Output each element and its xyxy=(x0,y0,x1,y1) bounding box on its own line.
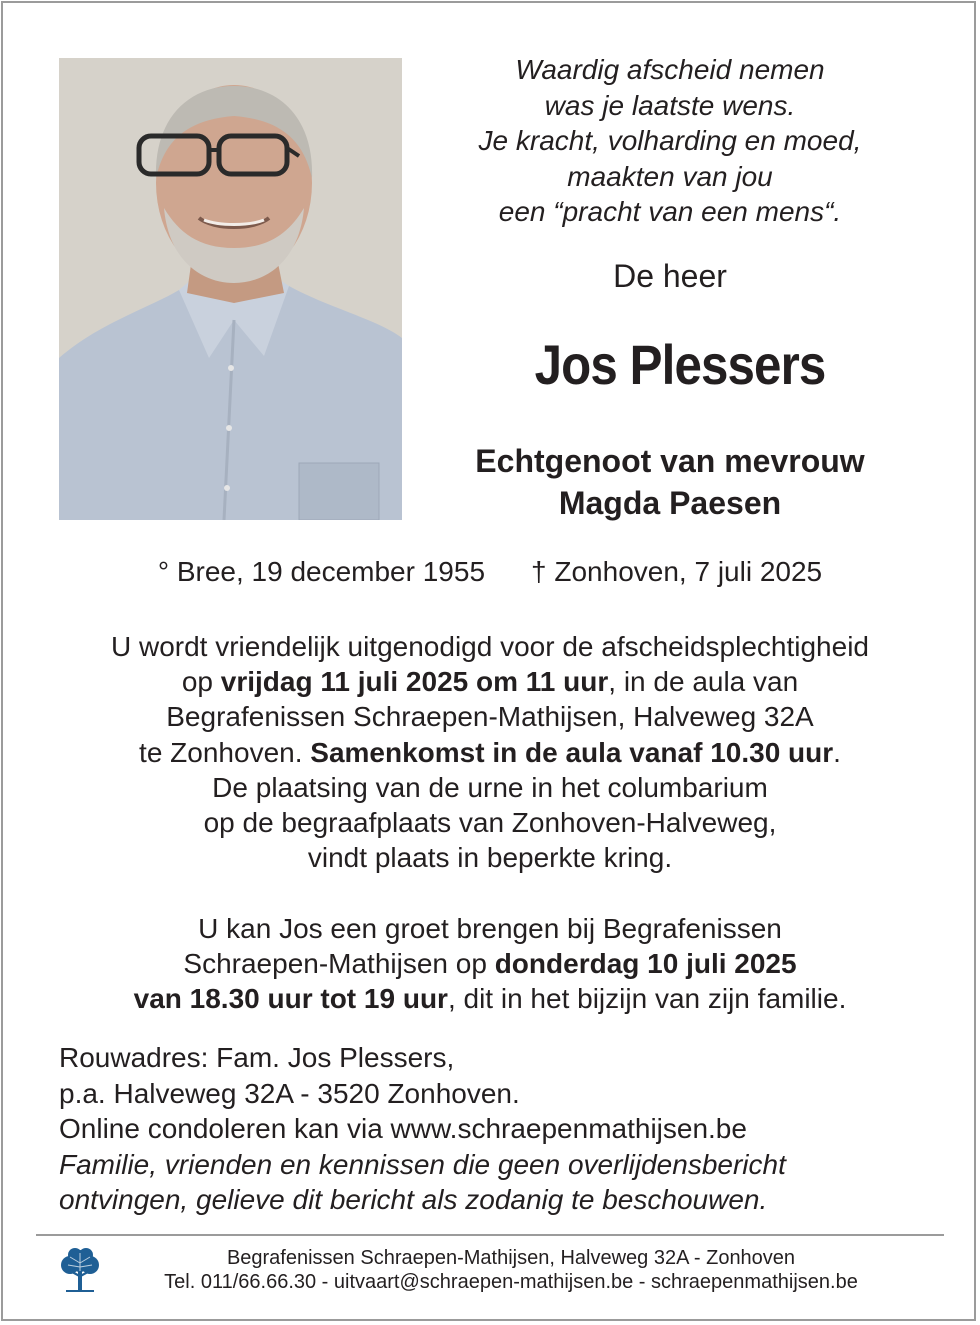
footer-address: Begrafenissen Schraepen-Mathijsen, Halveweg 32A - Zonhoven xyxy=(226,1247,796,1269)
mourning-address-label: Rouwadres: Fam. Jos Plessers, xyxy=(59,1042,455,1073)
contact-info xyxy=(59,1040,959,1218)
spouse-info xyxy=(420,440,920,524)
death-date: † Zonhoven, 7 juli 2025 xyxy=(531,556,823,587)
text-line xyxy=(0,981,980,1016)
ceremony-datetime: vrijdag 11 juli 2025 om 11 uur xyxy=(220,666,609,698)
text-span: . xyxy=(833,736,841,768)
visitation-paragraph xyxy=(0,911,980,1017)
text-line: Begrafenissen Schraepen-Mathijsen, Halveweg 32A xyxy=(166,701,814,733)
spouse-line: Echtgenoot van mevrouw xyxy=(475,443,865,479)
text-line xyxy=(0,946,980,981)
visitation-date: donderdag 10 juli 2025 xyxy=(494,948,797,980)
poem-line: maakten van jou xyxy=(567,160,773,192)
portrait-photo xyxy=(59,58,402,520)
text-line: vindt plaats in beperkte kring. xyxy=(307,842,673,874)
birth-date: ° Bree, 19 december 1955 xyxy=(157,556,486,587)
notice-disclaimer: Familie, vrienden en kennissen die geen overlijdensbericht xyxy=(59,1148,786,1180)
text-line xyxy=(0,735,980,770)
text-line: op de begraafplaats van Zonhoven-Halveweg, xyxy=(203,807,777,839)
deceased-name: Jos Plessers xyxy=(534,333,826,396)
poem-line: Waardig afscheid nemen xyxy=(515,54,825,85)
memorial-poem xyxy=(430,52,910,230)
text-line: U kan Jos een groet brengen bij Begrafenissen xyxy=(198,913,782,944)
text-span: , in de aula van xyxy=(608,666,799,698)
footer-contact: Tel. 011/66.66.30 - uitvaart@schraepen-mathijsen.be - schraepenmathijsen.be xyxy=(164,1271,858,1293)
text-line xyxy=(0,664,980,699)
footer-divider xyxy=(36,1234,944,1236)
visitation-time: van 18.30 uur tot 19 uur xyxy=(133,983,448,1015)
notice-disclaimer: ontvingen, gelieve dit bericht als zodanig te beschouwen. xyxy=(59,1184,768,1215)
text-line: U wordt vriendelijk uitgenodigd voor de afscheidsplechtigheid xyxy=(110,631,869,662)
mourning-address: p.a. Halveweg 32A - 3520 Zonhoven. xyxy=(59,1077,520,1109)
condolence-link[interactable]: Online condoleren kan via www.schraepenmathijsen.be xyxy=(59,1113,747,1144)
poem-line: een “pracht van een mens“. xyxy=(498,196,842,227)
gathering-time: Samenkomst in de aula vanaf 10.30 uur xyxy=(310,736,834,768)
honorific: De heer xyxy=(613,258,727,294)
poem-line: Je kracht, volharding en moed, xyxy=(478,125,862,156)
life-dates xyxy=(0,556,980,588)
text-span: te Zonhoven. xyxy=(139,736,311,768)
text-span: Schraepen-Mathijsen op xyxy=(183,948,495,980)
text-span: , dit in het bijzijn van zijn familie. xyxy=(447,983,847,1015)
ceremony-paragraph xyxy=(0,629,980,875)
tree-logo-icon xyxy=(58,1247,102,1295)
funeral-home-footer xyxy=(100,1246,922,1294)
text-span: op xyxy=(181,666,221,698)
poem-line: was je laatste wens. xyxy=(544,89,796,121)
spouse-name: Magda Paesen xyxy=(558,485,782,521)
text-line: De plaatsing van de urne in het columbarium xyxy=(212,771,768,803)
